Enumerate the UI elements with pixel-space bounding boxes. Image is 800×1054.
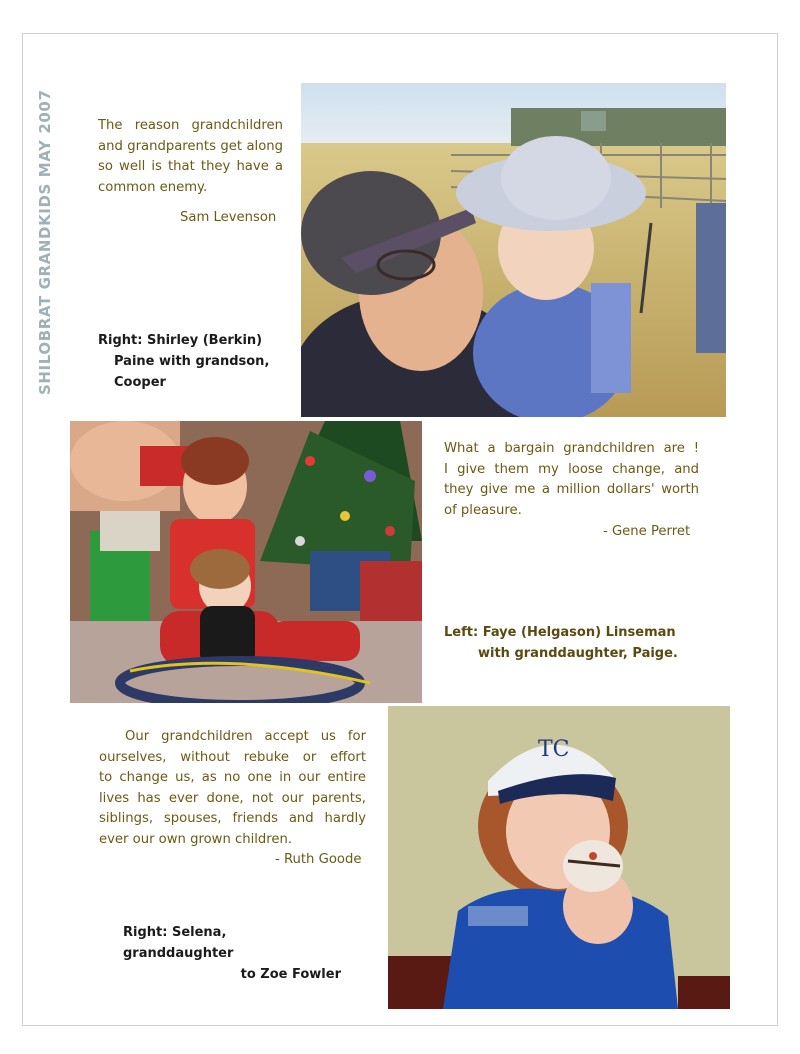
caption-1-line: Cooper: [114, 375, 166, 390]
quote-3-line: siblings, spouses, friends and hardly: [99, 811, 366, 826]
quote-2: [444, 439, 699, 521]
quote-2-author: - Gene Perret: [603, 524, 691, 539]
photo-2-illustration: [70, 421, 422, 703]
quote-3-line: ourselves, without rebuke or effort: [99, 749, 366, 765]
quote-2-line: they give me a million dollars' worth: [444, 482, 699, 497]
caption-2: [444, 622, 678, 664]
quote-2-line: What a bargain grandchildren are !: [444, 441, 699, 456]
caption-3: [123, 922, 341, 985]
caption-3-line: Right: Selena, granddaughter: [123, 925, 234, 961]
quote-3-author: - Ruth Goode: [275, 852, 362, 867]
quote-3: [99, 727, 366, 850]
quote-1-line: common enemy.: [98, 179, 208, 195]
photo-grandmother-with-granddaughter: [70, 421, 422, 703]
quote-1: [98, 116, 283, 198]
photo-1-illustration: [301, 83, 726, 417]
quote-1-line: and grandparents get along: [98, 138, 283, 154]
caption-2-line: with granddaughter, Paige.: [478, 646, 678, 661]
quote-2-line: of pleasure.: [444, 502, 522, 518]
quote-1-line: The reason grandchildren: [98, 118, 283, 133]
caption-1-line: Paine with grandson,: [114, 354, 270, 369]
caption-2-line: Left: Faye (Helgason) Linseman: [444, 625, 676, 640]
quote-2-line: I give them my loose change, and: [444, 461, 699, 477]
quote-3-line: ever our own grown children.: [99, 831, 293, 847]
photo-3-illustration: [388, 706, 730, 1009]
side-title: SHILOBRAT GRANDKIDS MAY 2007: [36, 89, 54, 395]
caption-1-line: Right: Shirley (Berkin): [98, 333, 263, 348]
quote-3-line: Our grandchildren accept us for: [125, 729, 366, 744]
photo-granddaughter-selena: [388, 706, 730, 1009]
photo-grandmother-with-grandson: [301, 83, 726, 417]
quote-3-line: to change us, as no one in our entire: [99, 770, 366, 785]
quote-1-author: Sam Levenson: [180, 210, 277, 225]
quote-3-line: lives has ever done, not our parents,: [99, 790, 366, 806]
quote-1-line: so well is that they have a: [98, 159, 283, 174]
caption-3-line: to Zoe Fowler: [240, 967, 341, 982]
svg-text:TC: TC: [538, 737, 570, 762]
caption-1: [98, 330, 269, 393]
